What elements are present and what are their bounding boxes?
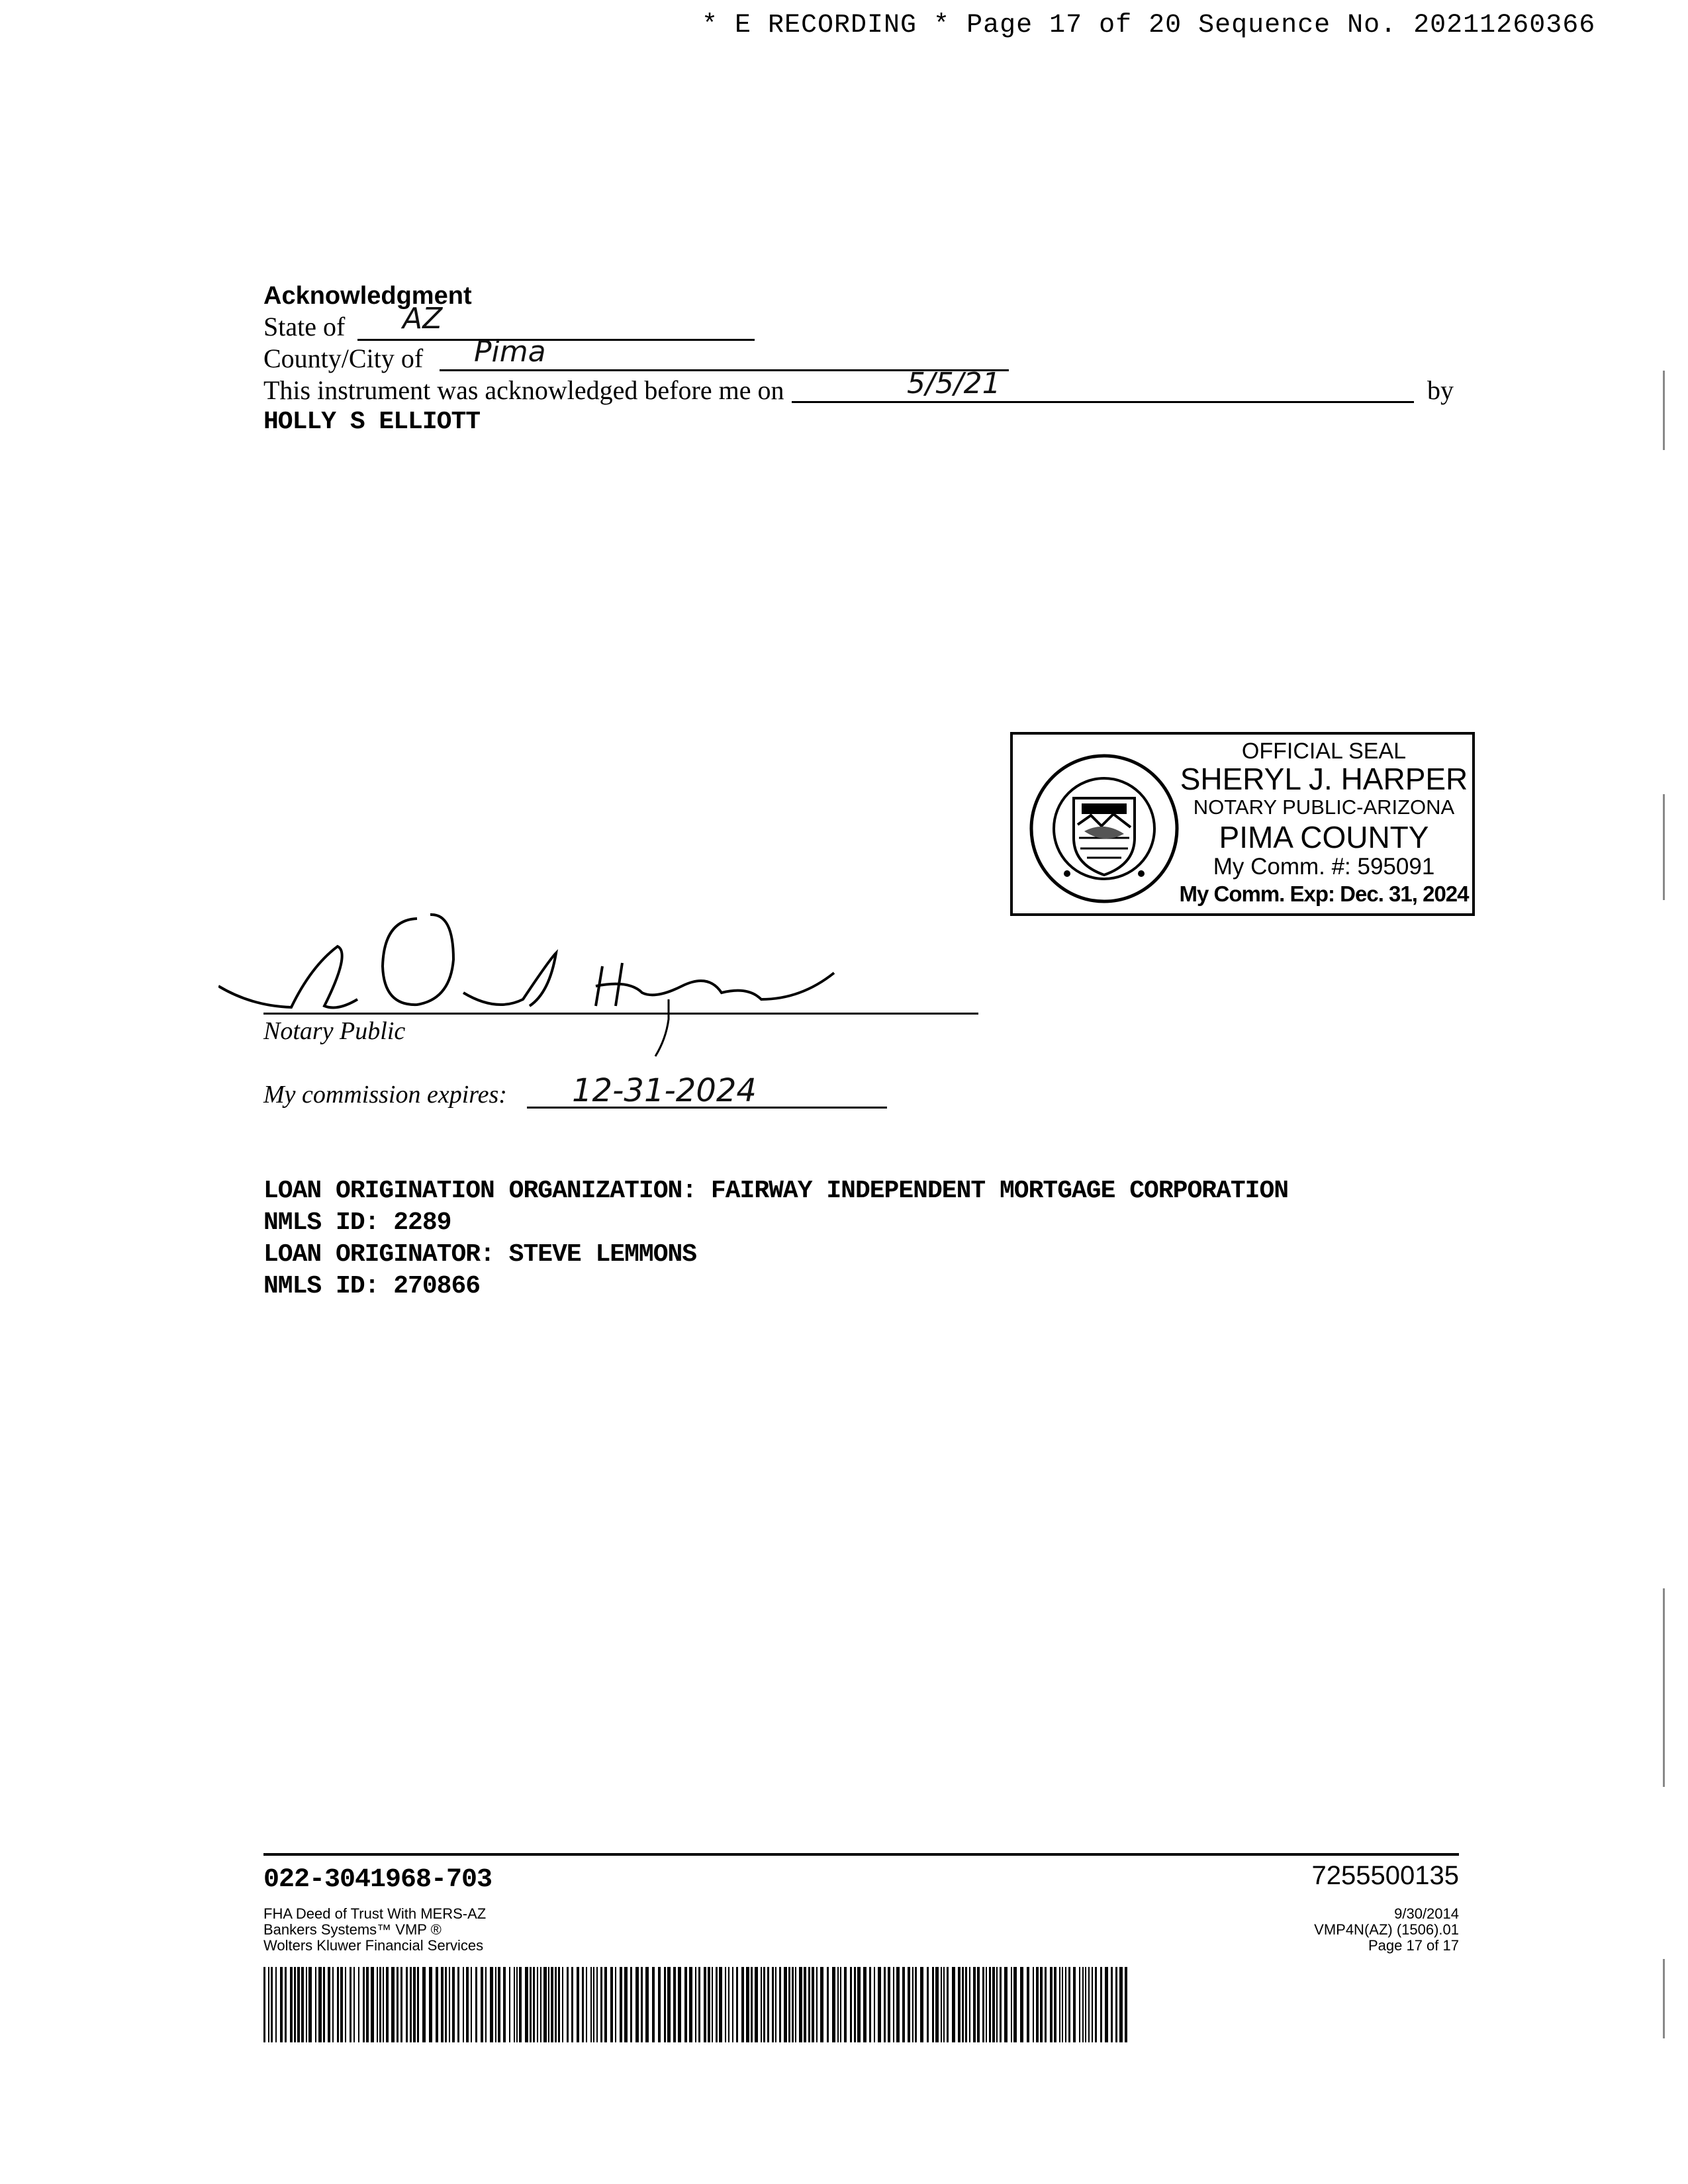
form-page-number: Page 17 of 17 <box>1368 1937 1459 1954</box>
notary-seal <box>1010 732 1475 916</box>
scan-edge-mark <box>1663 1588 1665 1787</box>
footer-loan-number: 022-3041968-703 <box>263 1865 492 1895</box>
seal-comm-number: My Comm. #: 595091 <box>1213 854 1435 880</box>
commission-expiration: 12-31-2024 <box>572 1072 757 1109</box>
loan-org-line: LOAN ORIGINATION ORGANIZATION: FAIRWAY INDEPENDENT MORTGAGE CORPORATION <box>263 1177 1289 1205</box>
loan-originator-line: LOAN ORIGINATOR: STEVE LEMMONS <box>263 1240 697 1269</box>
by-label: by <box>1427 375 1454 405</box>
instrument-label: This instrument was acknowledged before me on <box>263 375 784 405</box>
form-title: FHA Deed of Trust With MERS-AZ <box>263 1905 487 1922</box>
loan-originator-nmls: NMLS ID: 270866 <box>263 1272 481 1300</box>
seal-county: PIMA COUNTY <box>1219 820 1429 854</box>
date-blank-line <box>792 401 1414 403</box>
loan-org-nmls: NMLS ID: 2289 <box>263 1208 451 1237</box>
commission-label: My commission expires: <box>263 1081 507 1109</box>
signer-name: HOLLY S ELLIOTT <box>263 408 481 436</box>
arizona-seal-emblem-icon <box>1027 752 1181 905</box>
county-label: County/City of <box>263 343 424 373</box>
state-label: State of <box>263 312 346 341</box>
scan-edge-mark <box>1663 371 1665 450</box>
seal-comm-exp: My Comm. Exp: Dec. 31, 2024 <box>1179 882 1469 906</box>
county-value: Pima <box>474 335 546 369</box>
recording-header: * E RECORDING * Page 17 of 20 Sequence No. 20211260366 <box>702 11 1596 40</box>
form-company: Wolters Kluwer Financial Services <box>263 1937 484 1954</box>
footer-divider <box>263 1853 1459 1856</box>
seal-notary-name: SHERYL J. HARPER <box>1180 762 1468 796</box>
barcode <box>263 1967 1129 2042</box>
state-blank-line <box>357 339 755 341</box>
acknowledgment-title: Acknowledgment <box>263 282 472 310</box>
form-date: 9/30/2014 <box>1394 1905 1459 1922</box>
seal-official-seal: OFFICIAL SEAL <box>1241 739 1407 764</box>
form-publisher: Bankers Systems™ VMP ® <box>263 1921 442 1938</box>
scan-edge-mark <box>1663 1959 1665 2038</box>
seal-notary-title: NOTARY PUBLIC-ARIZONA <box>1193 796 1455 819</box>
form-code: VMP4N(AZ) (1506).01 <box>1314 1921 1459 1938</box>
state-value: AZ <box>402 302 443 336</box>
notary-public-label: Notary Public <box>263 1017 406 1045</box>
signature-line <box>263 1013 978 1015</box>
acknowledgment-date: 5/5/21 <box>907 367 1001 400</box>
footer-case-number: 7255500135 <box>1311 1861 1459 1890</box>
scan-edge-mark <box>1663 794 1665 900</box>
